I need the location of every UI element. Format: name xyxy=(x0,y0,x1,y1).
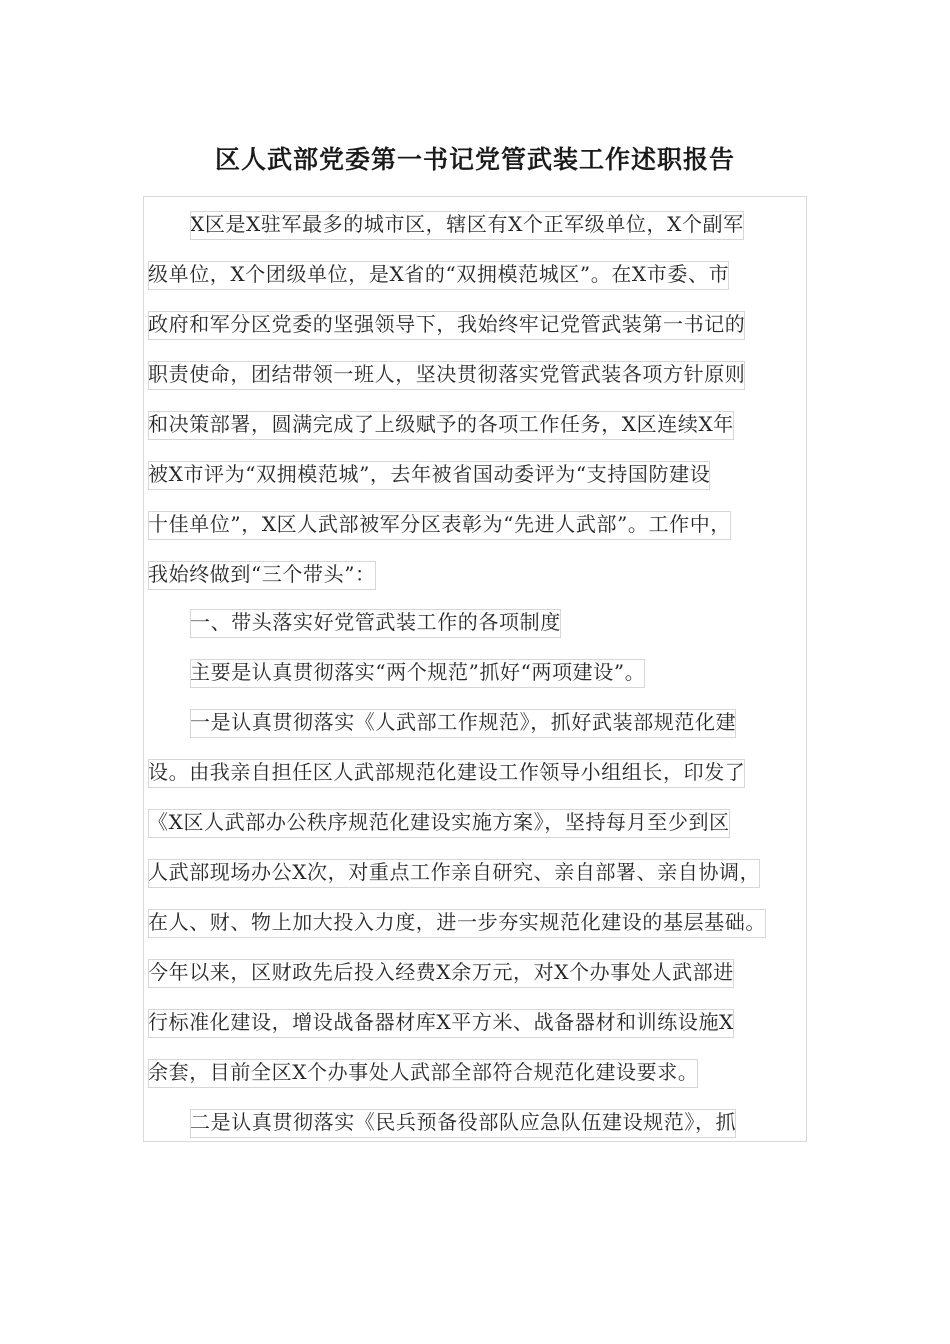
text-line: 级单位，X个团级单位，是X省的“双拥模范城区”。在X市委、市 xyxy=(148,262,730,286)
text-line: 在人、财、物上加大投入力度，进一步夯实规范化建设的基层基础。 xyxy=(148,910,766,934)
text-line: 二是认真贯彻落实《民兵预备役部队应急队伍建设规范》，抓 xyxy=(190,1110,737,1134)
document-title: 区人武部党委第一书记党管武装工作述职报告 xyxy=(214,145,735,174)
text-line: 《X区人武部办公秩序规范化建设实施方案》，坚持每月至少到区 xyxy=(148,810,730,834)
text-line: 人武部现场办公X次，对重点工作亲自研究、亲自部署、亲自协调， xyxy=(148,860,761,884)
text-line: 行标准化建设，增设战备器材库X平方米、战备器材和训练设施X xyxy=(148,1010,734,1034)
text-line: 和决策部署，圆满完成了上级赋予的各项工作任务，X区连续X年 xyxy=(148,412,734,436)
text-line: 余套，目前全区X个办事处人武部全部符合规范化建设要求。 xyxy=(148,1060,699,1084)
text-line: 今年以来，区财政先后投入经费X余万元，对X个办事处人武部进 xyxy=(148,960,734,984)
text-line: 设。由我亲自担任区人武部规范化建设工作领导小组组长，印发了 xyxy=(148,760,746,784)
text-line: 十佳单位”，X区人武部被军分区表彰为“先进人武部”。工作中， xyxy=(148,512,731,536)
text-line: X区是X驻军最多的城市区，辖区有X个正军级单位，X个副军 xyxy=(190,212,744,236)
text-line: 我始终做到“三个带头”： xyxy=(148,562,376,586)
text-line: 被X市评为“双拥模范城”，去年被省国动委评为“支持国防建设 xyxy=(148,462,711,486)
text-line: 一是认真贯彻落实《人武部工作规范》，抓好武装部规范化建 xyxy=(190,710,737,734)
text-line: 政府和军分区党委的坚强领导下，我始终牢记党管武装第一书记的 xyxy=(148,312,746,336)
text-line: 主要是认真贯彻落实“两个规范”抓好“两项建设”。 xyxy=(190,660,646,684)
section-heading: 一、带头落实好党管武装工作的各项制度 xyxy=(190,610,561,634)
text-line: 职责使命，团结带领一班人，坚决贯彻落实党管武装各项方针原则 xyxy=(148,362,746,386)
